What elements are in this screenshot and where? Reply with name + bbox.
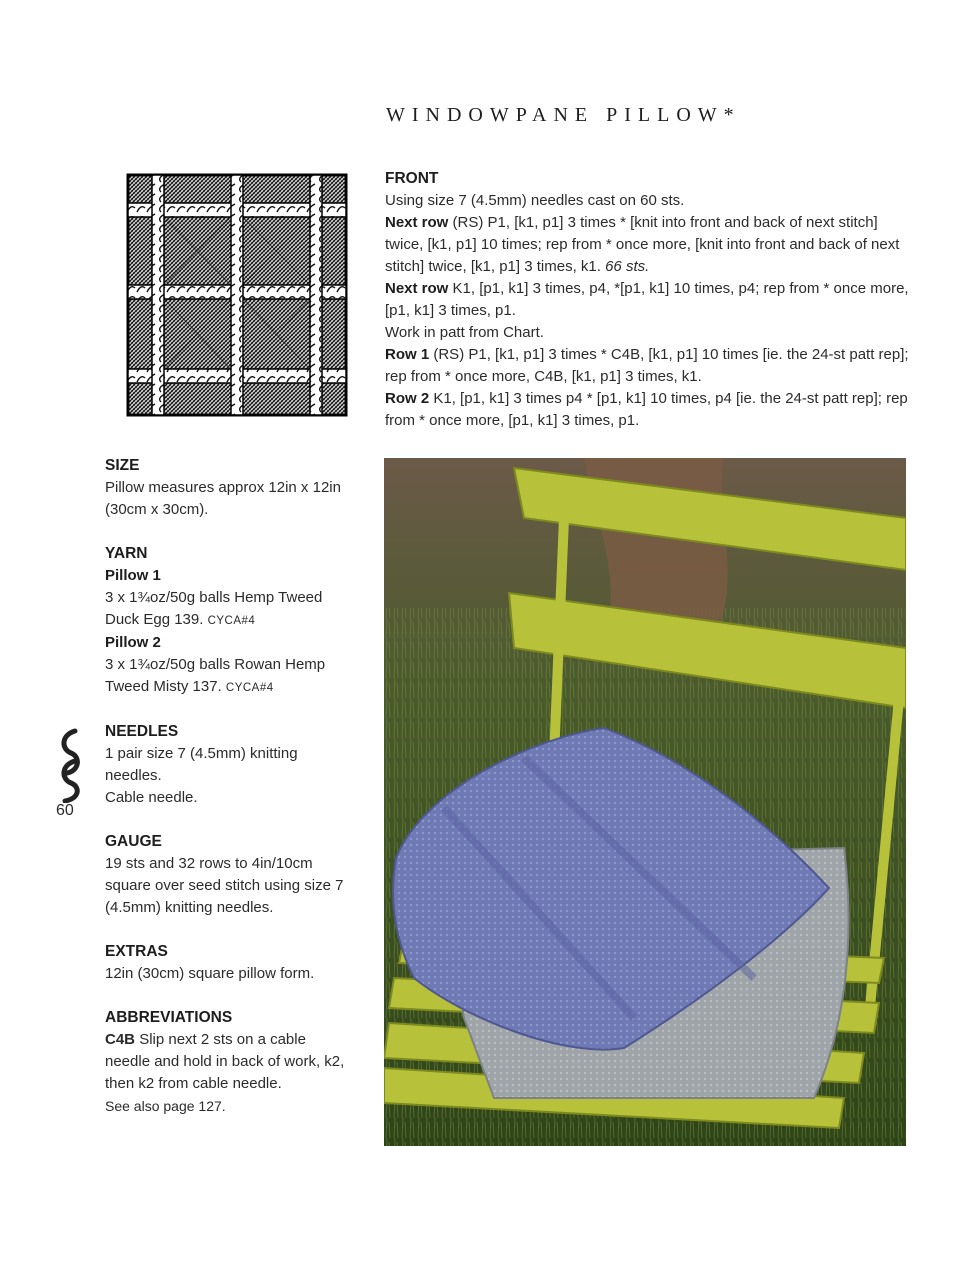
yarn-text: 3 x 1¾oz/50g balls Rowan Hemp Tweed Misty 137. <box>105 656 326 695</box>
extras-section <box>105 941 355 985</box>
row-text: K1, [p1, k1] 3 times, p4, *[p1, k1] 10 times, p4; rep from * once more, [p1, k1] 3 times, p1. <box>385 280 909 319</box>
gauge-section <box>105 831 355 919</box>
gauge-heading: GAUGE <box>105 833 162 850</box>
row-label: Row 1 <box>385 346 430 363</box>
size-heading: SIZE <box>105 457 140 474</box>
row-label: Next row <box>385 214 449 231</box>
pillow-1-label: Pillow 1 <box>105 567 161 584</box>
front-row-1 <box>385 212 910 278</box>
yarn-heading: YARN <box>105 545 148 562</box>
needles-section <box>105 721 355 809</box>
row-text: (RS) P1, [k1, p1] 3 times * [knit into front and back of next stitch] twice, [k1, p1] 10 times; rep from * once more, [knit into front and back of next stitch] twice, [k1, p1] 3 times, k1. <box>385 214 900 275</box>
materials-column <box>105 455 355 1139</box>
yarn-weight: CYCA#4 <box>207 615 256 627</box>
row-text: (RS) P1, [k1, p1] 3 times * C4B, [k1, p1] 10 times [ie. the 24-st patt rep]; rep from * once more, C4B, [k1, p1] 3 times, k1. <box>385 346 909 385</box>
row-text: K1, [p1, k1] 3 times p4 * [p1, k1] 10 times, p4 [ie. the 24-st patt rep]; rep from * once more, [p1, k1] 3 times, p1. <box>385 390 908 429</box>
yarn-section <box>105 543 355 699</box>
chart-row-2 <box>385 388 910 432</box>
abbreviation-term: C4B <box>105 1031 136 1048</box>
needles-line-2: Cable needle. <box>105 789 198 806</box>
pillow-2-label: Pillow 2 <box>105 634 161 651</box>
cable-chain-icon <box>55 727 85 803</box>
front-intro: Using size 7 (4.5mm) needles cast on 60 sts. <box>385 192 685 209</box>
abbreviation-c4b <box>105 1029 355 1095</box>
abbreviations-heading: ABBREVIATIONS <box>105 1009 233 1026</box>
pillow-photo <box>384 458 906 1146</box>
needles-line-1: 1 pair size 7 (4.5mm) knitting needles. <box>105 745 298 784</box>
size-section <box>105 455 355 521</box>
abbreviations-section <box>105 1007 355 1117</box>
chart-row-1 <box>385 344 910 388</box>
yarn-text: 3 x 1¾oz/50g balls Hemp Tweed Duck Egg 139. <box>105 589 323 628</box>
knitting-chart-illustration <box>126 173 348 417</box>
see-also: See also page 127. <box>105 1098 226 1114</box>
work-in-pattern: Work in patt from Chart. <box>385 324 544 341</box>
pillow-2-yarn <box>105 654 355 699</box>
page-number: 60 <box>56 802 74 819</box>
abbreviation-definition: Slip next 2 sts on a cable needle and hold in back of work, k2, then k2 from cable needle. <box>105 1031 345 1092</box>
pillow-1-yarn <box>105 587 355 632</box>
gauge-text: 19 sts and 32 rows to 4in/10cm square over seed stitch using size 7 (4.5mm) knitting needles. <box>105 855 344 916</box>
stitch-count: 66 sts. <box>605 258 650 275</box>
row-label: Row 2 <box>385 390 430 407</box>
front-row-2 <box>385 278 910 322</box>
needles-heading: NEEDLES <box>105 723 179 740</box>
row-label: Next row <box>385 280 449 297</box>
extras-heading: EXTRAS <box>105 943 168 960</box>
front-heading: FRONT <box>385 170 439 187</box>
front-instructions <box>385 168 910 432</box>
yarn-weight: CYCA#4 <box>225 682 274 694</box>
size-text: Pillow measures approx 12in x 12in (30cm x 30cm). <box>105 479 341 518</box>
page-title: WINDOWPANE PILLOW* <box>386 104 741 126</box>
extras-text: 12in (30cm) square pillow form. <box>105 965 315 982</box>
